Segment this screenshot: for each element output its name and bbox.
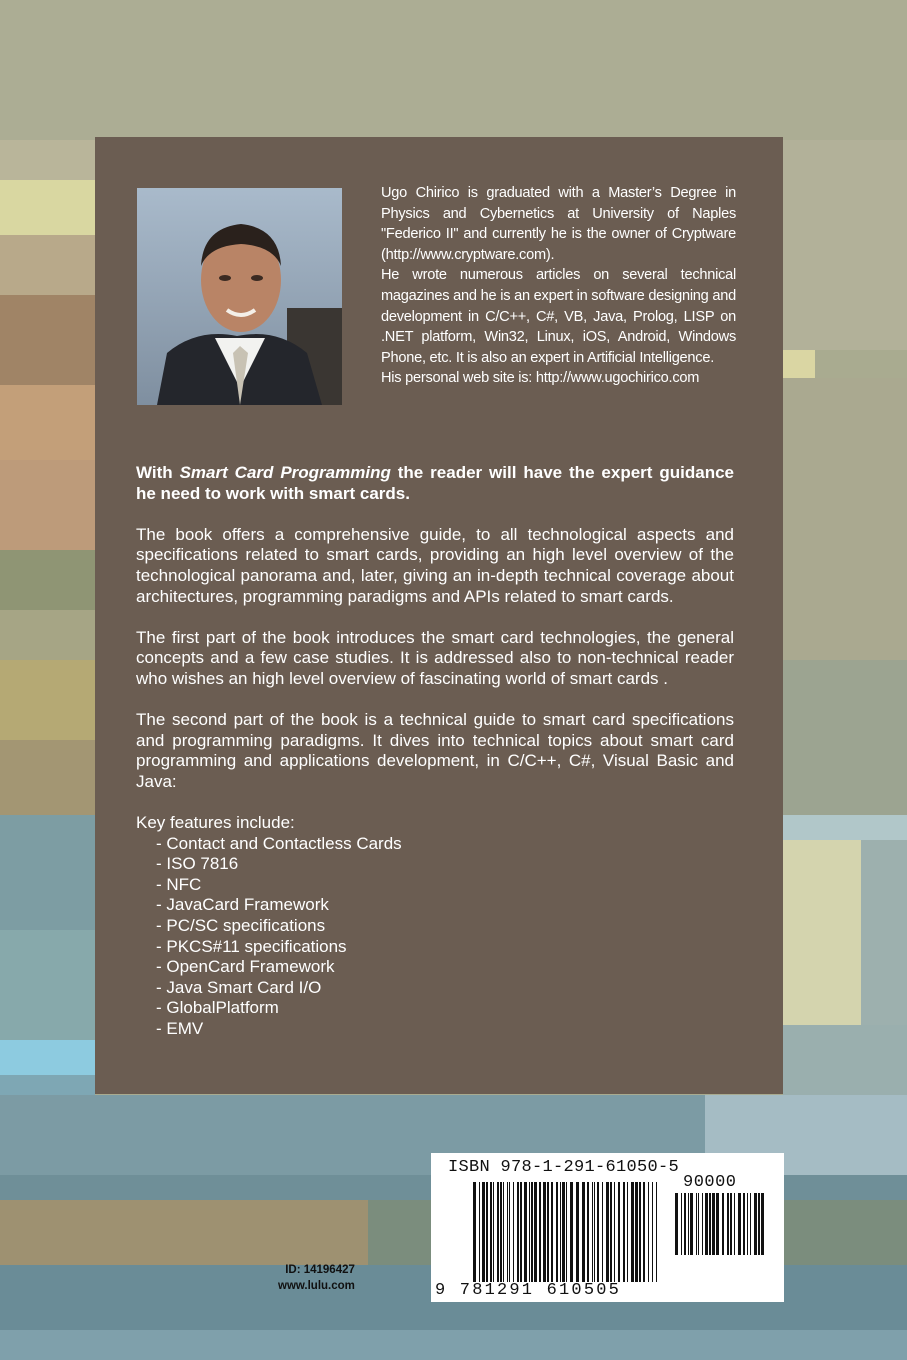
barcode-bar [727,1193,729,1255]
barcode-bar [743,1193,745,1255]
barcode-bar [747,1193,748,1255]
barcode-bar [551,1182,553,1282]
barcode-bar [493,1182,494,1282]
barcode-bar [531,1182,533,1282]
feature-item: - PKCS#11 specifications [156,936,347,956]
barcode-bar [675,1193,678,1255]
bio-paragraph: Ugo Chirico is graduated with a Master’s Degree in Physics and Cybernetics at University of Naples "Federico II" and currently he is the owner of Cryptware (http://www.cryptware.com). [381,185,736,263]
feature-item: - ISO 7816 [156,854,239,874]
barcode-bar [517,1182,519,1282]
barcode-bar [684,1193,686,1255]
barcode-bar [503,1182,504,1282]
barcode-bar [635,1182,638,1282]
description-paragraph: The book offers a comprehensive guide, to all technological aspects and specifications related to smart cards, providing an high level overview of the technological panorama and, later, giving an in-depth technical coverage about architectures, programming paradigms and APIs related to smart cards. [136,524,734,606]
features-list [136,834,734,1040]
barcode-bar [705,1193,708,1255]
book-title: Smart Card Programming [179,463,391,482]
publisher-url: www.lulu.com [278,1280,355,1292]
barcode-bar [758,1193,760,1255]
feature-item: - NFC [156,874,202,894]
barcode-bar [688,1193,689,1255]
barcode-bar [490,1182,492,1282]
description-paragraph: The second part of the book is a technical guide to smart card specifications and programming paradigms. It dives into technical topics about smart card programming and applications development, in C/C++, C#, Visual Basic and Java: [136,710,734,791]
barcode-bar [566,1182,567,1282]
barcode-digits: 9 781291 610505 [435,1281,622,1300]
barcode-bar [534,1182,537,1282]
barcode-bar [486,1182,488,1282]
lead-paragraph [136,463,734,504]
barcode-bar [709,1193,711,1255]
barcode-bar [712,1193,715,1255]
feature-item: - GlobalPlatform [156,998,279,1018]
feature-item: - Java Smart Card I/O [156,977,322,997]
barcode-bar [556,1182,558,1282]
barcode-bar [639,1182,641,1282]
barcode-bar [648,1182,649,1282]
barcode-bar [702,1193,703,1255]
bio-paragraph: He wrote numerous articles on several technical magazines and he is an expert in software designing and development in C/C++, C#, VB, Java, Prolog, LISP on .NET platform, Win32, Linux, iOS, Android, Windows Phone, etc. It is also an expert in Artificial Intelligence. [381,267,736,366]
barcode-bar [627,1182,628,1282]
barcode-bar [623,1182,625,1282]
barcode-bar [618,1182,620,1282]
feature-item: - PC/SC specifications [156,916,326,936]
lead-suffix: the reader will have the expert guidance he need to work with smart cards. [136,463,734,503]
barcode-bar [690,1193,693,1255]
barcode-bar [754,1193,757,1255]
barcode-bar [652,1182,653,1282]
barcode-bar [643,1182,645,1282]
description-paragraph: The first part of the book introduces the smart card technologies, the general concepts and a few case studies. It is addressed also to non-technical reader who wishes an high level overview of fascinating world of smart cards . [136,627,734,688]
barcode-bar [750,1193,751,1255]
barcode-bar [539,1182,541,1282]
barcode-bar [722,1193,724,1255]
isbn-label: ISBN 978-1-291-61050-5 [448,1158,680,1177]
price-code: 90000 [683,1173,737,1192]
bio-website: His personal web site is: http://www.ugochirico.com [381,370,700,387]
barcode-bar [696,1193,697,1255]
barcode-bar [524,1182,527,1282]
barcode-bar [681,1193,682,1255]
barcode-bar [716,1193,719,1255]
barcode-bar [587,1182,589,1282]
barcode-bar [614,1182,615,1282]
barcode-bar [582,1182,585,1282]
barcode-bars [473,1182,661,1282]
barcode-bar [597,1182,599,1282]
feature-item: - Contact and Contactless Cards [156,833,402,853]
barcode-bar [560,1182,561,1282]
barcode-bar [592,1182,593,1282]
author-bio [381,183,736,389]
lead-prefix: With [136,463,180,482]
barcode-bar [507,1182,508,1282]
feature-item: - JavaCard Framework [156,895,329,915]
publisher-info [278,1262,355,1294]
book-description [136,463,734,1040]
author-photo [137,188,342,405]
barcode-bar [738,1193,741,1255]
barcode-bar [602,1182,603,1282]
barcode-bar [576,1182,579,1282]
barcode-bar [734,1193,735,1255]
barcode-bar [547,1182,549,1282]
barcode-bar [543,1182,546,1282]
barcode-bar [594,1182,595,1282]
barcode-bar [656,1182,657,1282]
price-barcode-bars [675,1193,767,1255]
barcode-bar [606,1182,609,1282]
feature-item: - EMV [156,1019,204,1039]
barcode-bar [761,1193,764,1255]
barcode-bar [473,1182,476,1282]
barcode-bar [730,1193,732,1255]
barcode-bar [500,1182,502,1282]
barcode-bar [631,1182,634,1282]
barcode-bar [562,1182,565,1282]
barcode-bar [698,1193,699,1255]
barcode-bar [479,1182,480,1282]
features-label: Key features include: [136,813,295,833]
feature-item: - OpenCard Framework [156,957,335,977]
barcode-bar [513,1182,514,1282]
publisher-id: ID: 14196427 [285,1264,355,1276]
barcode-bar [570,1182,573,1282]
barcode-bar [529,1182,530,1282]
isbn-barcode [431,1153,784,1302]
barcode-bar [482,1182,485,1282]
barcode-bar [520,1182,522,1282]
barcode-bar [610,1182,612,1282]
barcode-bar [509,1182,510,1282]
barcode-bar [497,1182,499,1282]
